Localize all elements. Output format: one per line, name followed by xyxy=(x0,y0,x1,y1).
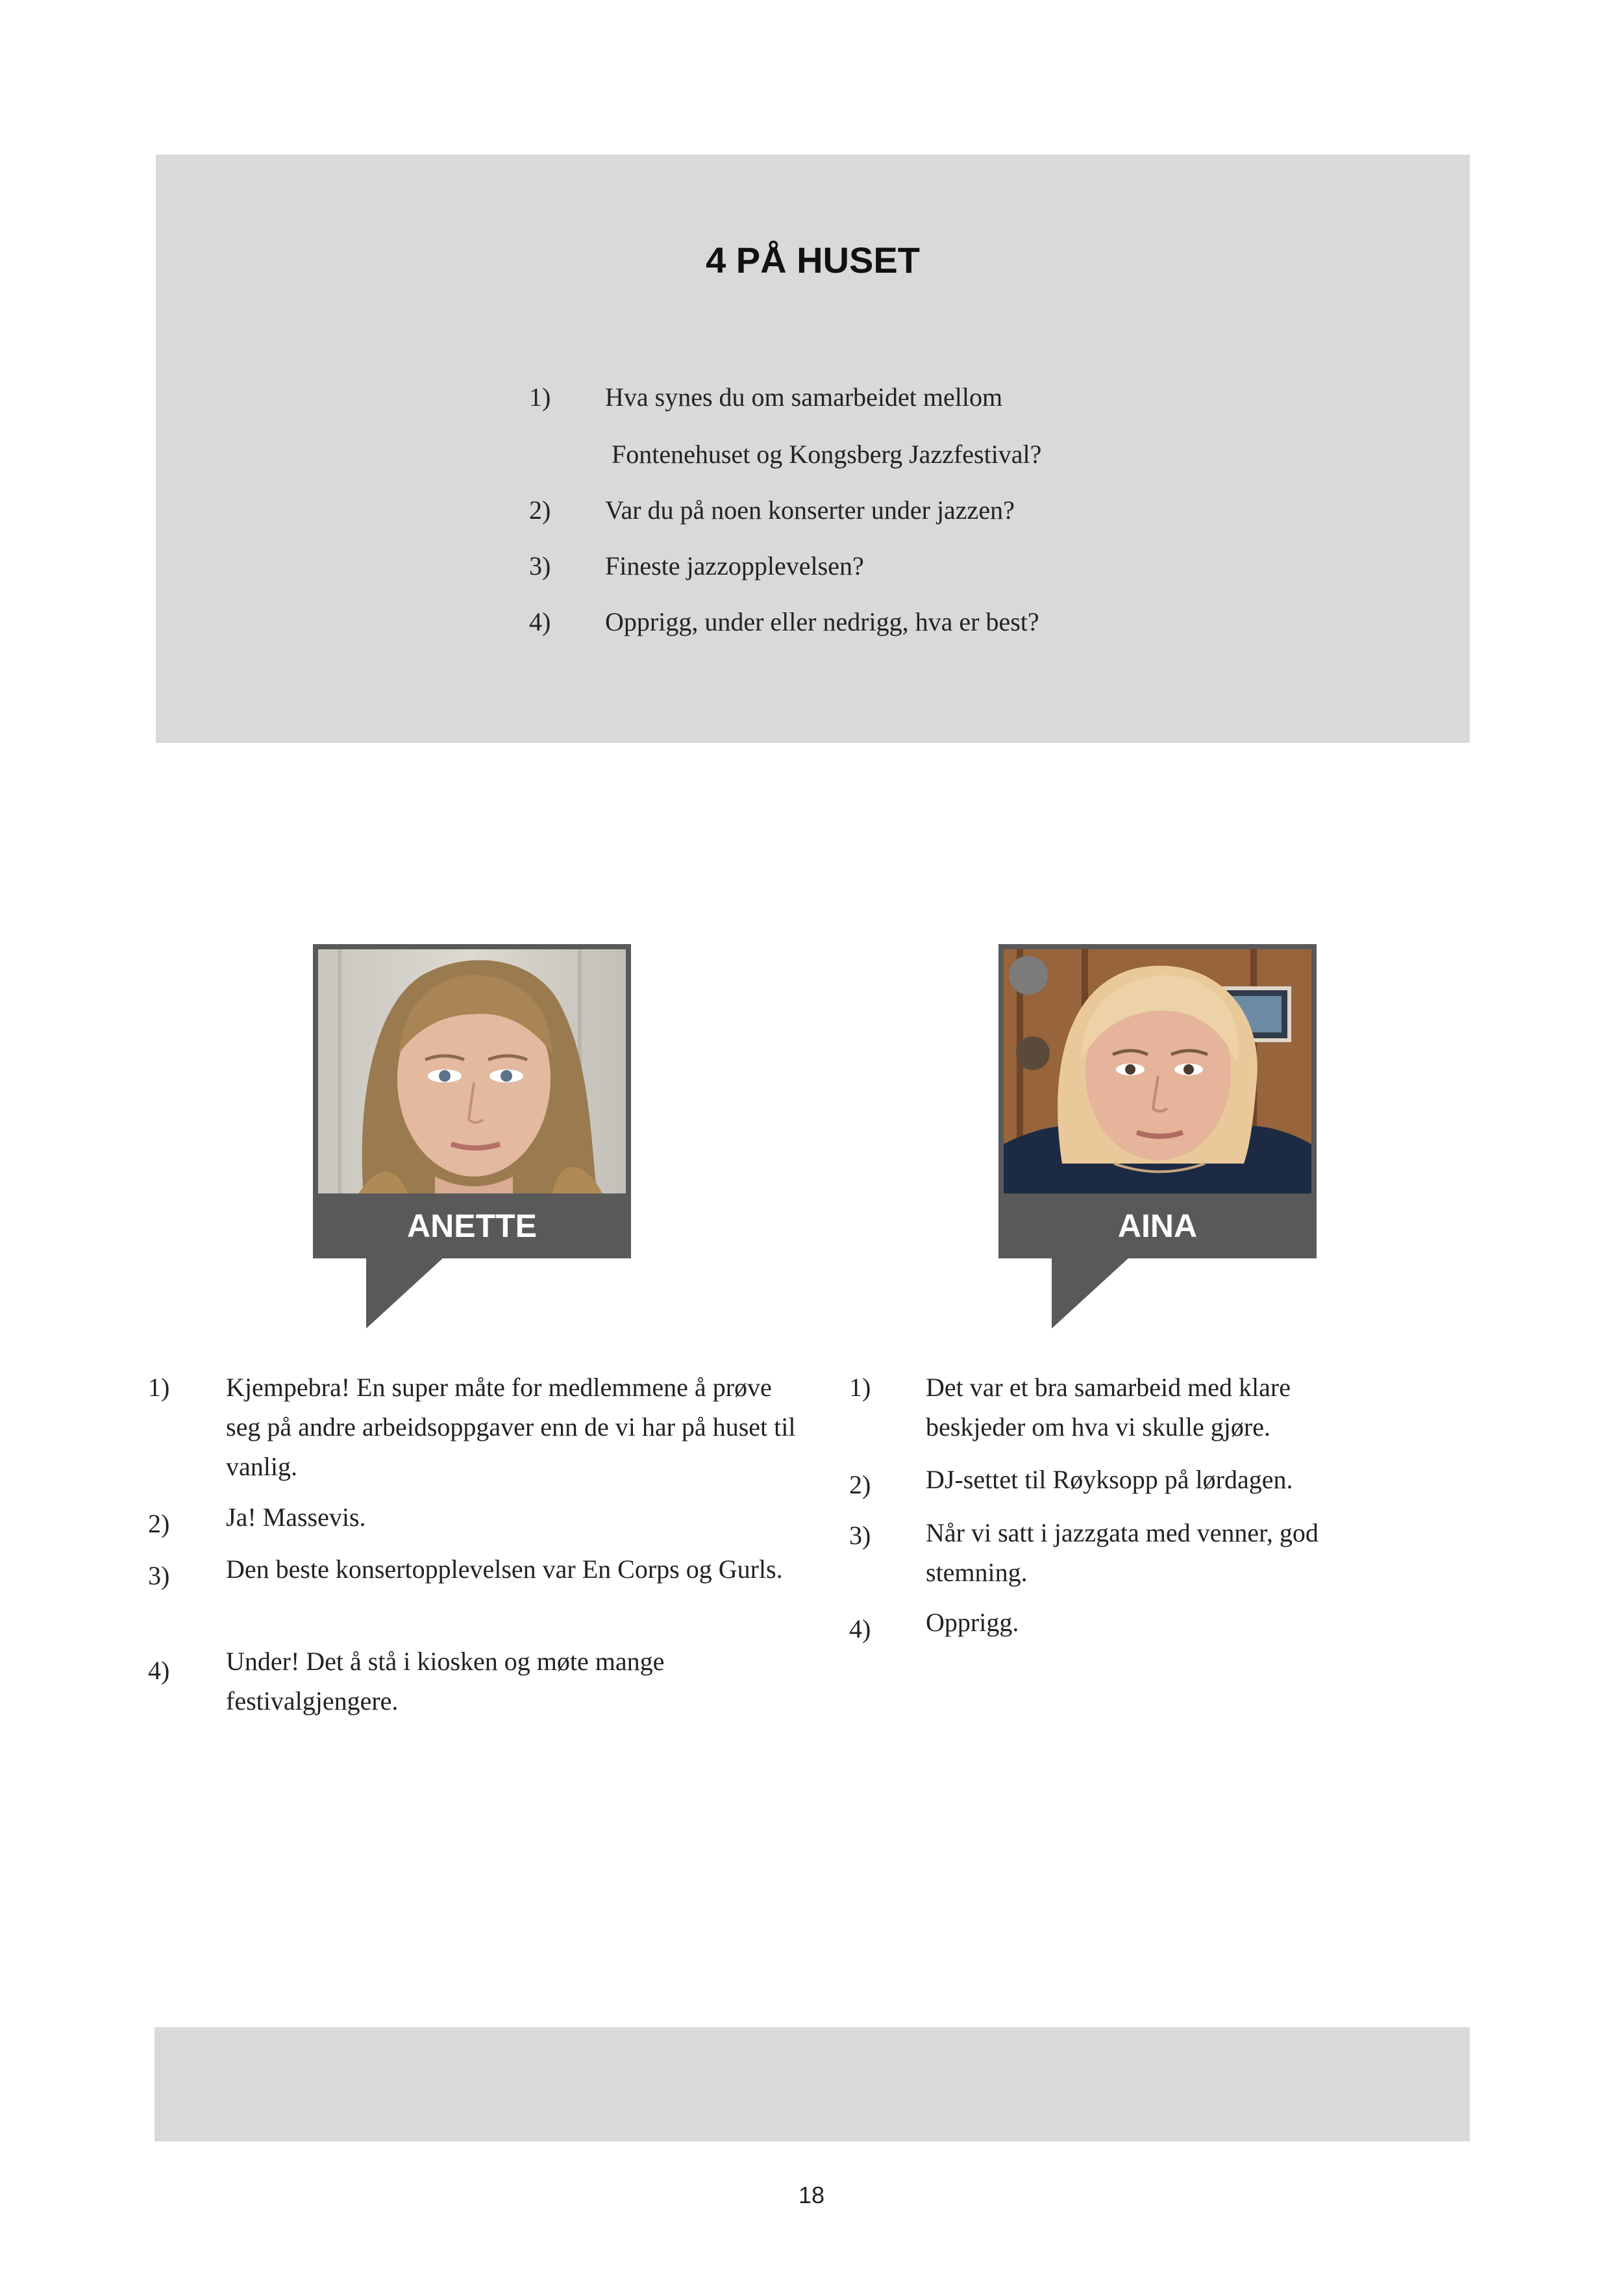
answer-text: Opprigg. xyxy=(926,1608,1019,1637)
questions-panel xyxy=(156,155,1470,743)
answer-number: 1) xyxy=(849,1373,871,1402)
answer-number: 4) xyxy=(849,1614,871,1643)
question-number: 1) xyxy=(529,382,551,412)
question-text: Var du på noen konserter under jazzen? xyxy=(605,495,1015,525)
photo-frame xyxy=(313,944,631,1193)
question-text: Opprigg, under eller nedrigg, hva er best? xyxy=(605,607,1039,636)
answer-text: Ja! Massevis. xyxy=(226,1503,366,1532)
question-number: 3) xyxy=(529,551,551,580)
answers-aina xyxy=(849,1367,1420,1666)
answer-text: Under! Det å stå i kiosken og møte mange festivalgjengere. xyxy=(226,1647,665,1716)
answer-number: 4) xyxy=(148,1656,170,1685)
question-number: 4) xyxy=(529,607,551,636)
answers-anette xyxy=(148,1367,797,1731)
portrait-photo xyxy=(318,949,626,1193)
question-text: Hva synes du om samarbeidet mellom xyxy=(605,382,1003,412)
portrait-photo xyxy=(1004,949,1311,1193)
answer-text: Den beste konsertopplevelsen var En Corps og Gurls. xyxy=(226,1554,783,1584)
speech-bubble-tail xyxy=(1052,1257,1130,1329)
profile-name: ANETTE xyxy=(313,1193,631,1258)
answer-number: 2) xyxy=(148,1509,170,1538)
answer-number: 2) xyxy=(849,1470,871,1499)
footer-panel xyxy=(155,2027,1470,2141)
speech-bubble-tail xyxy=(366,1257,444,1329)
answer-number: 3) xyxy=(849,1521,871,1550)
profile-card-anette xyxy=(313,944,631,1327)
answer-number: 1) xyxy=(148,1373,170,1402)
question-number: 2) xyxy=(529,495,551,525)
question-list xyxy=(156,155,1470,743)
profile-name: AINA xyxy=(998,1193,1317,1258)
portrait-illustration xyxy=(318,949,626,1193)
profile-card-aina xyxy=(998,944,1317,1327)
page-number: 18 xyxy=(798,2182,825,2208)
portrait-illustration xyxy=(1004,949,1311,1193)
answer-number: 3) xyxy=(148,1561,170,1590)
question-text: Fineste jazzopplevelsen? xyxy=(605,551,864,580)
answer-text: Kjempebra! En super måte for medlemmene å prøve seg på andre arbeidsoppgaver enn de vi har på huset til vanlig. xyxy=(226,1373,796,1481)
page-title: 4 PÅ HUSET xyxy=(706,240,920,281)
answer-text: Det var et bra samarbeid med klare beskjeder om hva vi skulle gjøre. xyxy=(926,1373,1291,1441)
answer-text: DJ-settet til Røyksopp på lørdagen. xyxy=(926,1465,1293,1494)
answer-text: Når vi satt i jazzgata med venner, god stemning. xyxy=(926,1518,1319,1587)
question-text: Fontenehuset og Kongsberg Jazzfestival? xyxy=(612,440,1042,469)
photo-frame xyxy=(998,944,1317,1193)
